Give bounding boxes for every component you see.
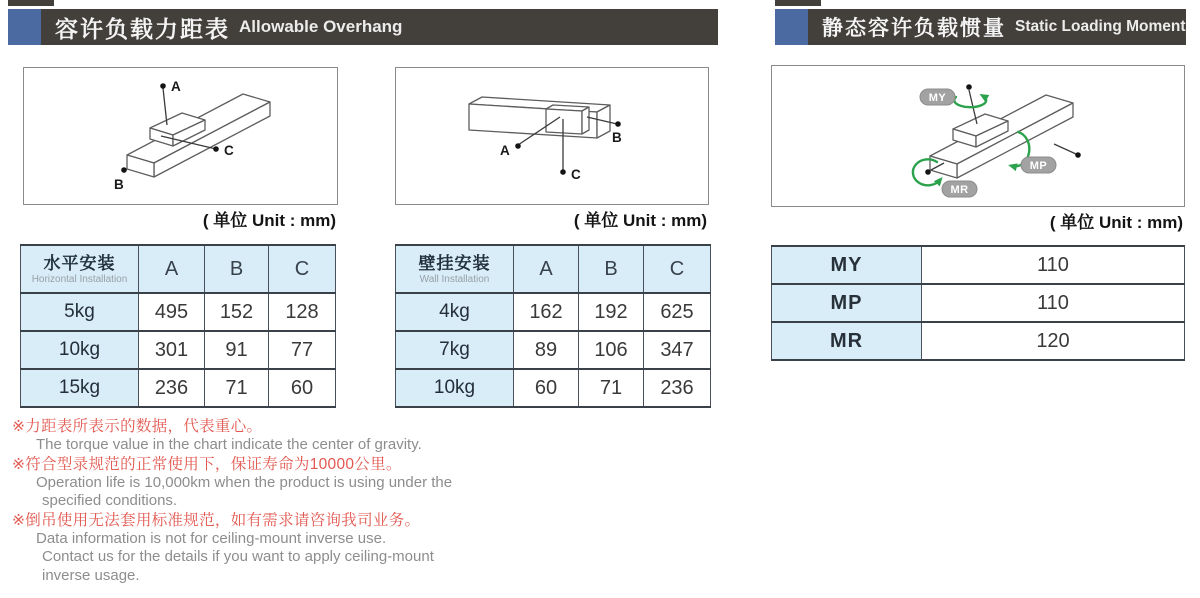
section-title-zh: 静态容许负载惯量 — [822, 17, 1006, 40]
column-header-a: A — [139, 245, 205, 293]
my-badge-label: MY — [928, 92, 947, 104]
moment-label: MY — [772, 246, 922, 284]
diagram-horizontal-installation — [23, 67, 338, 205]
column-header-b: B — [579, 245, 644, 293]
value-cell: 152 — [205, 293, 269, 331]
table-row — [21, 369, 336, 407]
table-row — [772, 284, 1185, 322]
moment-label: MR — [772, 322, 922, 360]
axis-line-mp — [1054, 144, 1076, 154]
accent-square-icon — [8, 9, 41, 45]
install-type-zh: 水平安装 — [43, 254, 116, 273]
axis-dot-mp — [1075, 152, 1081, 158]
horizontal-installation-table — [20, 244, 336, 408]
value-cell: 60 — [514, 369, 579, 407]
row-label: 10kg — [396, 369, 514, 407]
static-moment-table — [771, 245, 1185, 361]
table-corner-cell — [396, 245, 514, 293]
value-cell: 91 — [205, 331, 269, 369]
table-corner-cell — [21, 245, 139, 293]
point-a-marker — [515, 143, 521, 149]
point-a-marker — [160, 83, 166, 89]
value-cell: 236 — [139, 369, 205, 407]
footnote-en: Operation life is 10,000km when the product is using under the — [36, 473, 453, 491]
section-header-allowable-overhang — [8, 9, 718, 45]
value-cell: 495 — [139, 293, 205, 331]
value-cell: 77 — [269, 331, 336, 369]
point-b-marker — [121, 167, 127, 173]
value-cell: 625 — [644, 293, 711, 331]
install-type-en: Wall Installation — [419, 274, 490, 285]
my-badge — [920, 89, 955, 105]
mp-badge-label: MP — [1029, 160, 1048, 172]
point-b-label: B — [612, 130, 622, 145]
table-row — [772, 322, 1185, 360]
column-header-a: A — [514, 245, 579, 293]
value-cell: 71 — [579, 369, 644, 407]
mr-badge — [942, 181, 977, 197]
leader-line-a — [163, 88, 167, 125]
table-row — [21, 293, 336, 331]
footnotes — [12, 417, 492, 586]
footnote-en-cont: specified conditions. — [42, 492, 178, 510]
footnote-zh: ※力距表所表示的数据，代表重心。 — [12, 418, 263, 435]
row-label: 7kg — [396, 331, 514, 369]
point-c-label: C — [571, 167, 581, 182]
moment-value: 110 — [922, 284, 1185, 322]
rail-body — [127, 94, 270, 177]
footnote-en: Data information is not for ceiling-mount inverse use. — [36, 529, 387, 547]
diagram-static-moment — [771, 65, 1185, 207]
value-cell: 301 — [139, 331, 205, 369]
footnote-zh: ※倒吊使用无法套用标准规范，如有需求请咨询我司业务。 — [12, 511, 421, 529]
rail-illustration-wall — [396, 68, 708, 204]
diagram-wall-installation — [395, 67, 709, 205]
unit-label: ( 单位 Unit : mm) — [1049, 213, 1183, 232]
accent-square-icon — [775, 9, 808, 45]
point-b-marker — [615, 121, 621, 127]
footnote-en-cont: Contact us for the details if you want to apply ceiling-mount — [42, 548, 434, 566]
point-a-label: A — [500, 143, 510, 158]
point-a-label: A — [171, 79, 181, 94]
mp-badge — [1021, 157, 1056, 173]
table-row — [396, 293, 711, 331]
value-cell: 162 — [514, 293, 579, 331]
moment-value: 110 — [922, 246, 1185, 284]
column-header-b: B — [205, 245, 269, 293]
point-c-marker — [213, 146, 219, 152]
value-cell: 236 — [644, 369, 711, 407]
table-row — [772, 246, 1185, 284]
value-cell: 128 — [269, 293, 336, 331]
table-row — [21, 331, 336, 369]
footnote-zh: ※符合型录规范的正常使用下，保证寿命为10000公里。 — [12, 455, 402, 473]
section-title-en: Static Loading Moment — [1015, 18, 1186, 35]
section-header-static-loading-moment — [775, 9, 1186, 45]
value-cell: 60 — [269, 369, 336, 407]
install-type-zh: 壁挂安装 — [418, 254, 491, 273]
footnote-en-cont: inverse usage. — [42, 566, 140, 584]
header-tab-left — [8, 0, 54, 6]
value-cell: 89 — [514, 331, 579, 369]
point-c-marker — [560, 169, 566, 175]
axis-dot-my — [966, 84, 972, 90]
column-header-c: C — [644, 245, 711, 293]
header-tab-right — [775, 0, 821, 6]
rail-illustration-horizontal — [24, 68, 337, 204]
moment-label: MP — [772, 284, 922, 322]
axis-dot-mr — [925, 169, 931, 175]
moment-value: 120 — [922, 322, 1185, 360]
point-c-label: C — [224, 143, 234, 158]
table-header-row — [396, 245, 711, 293]
table-row — [396, 331, 711, 369]
row-label: 4kg — [396, 293, 514, 331]
row-label: 15kg — [21, 369, 139, 407]
value-cell: 106 — [579, 331, 644, 369]
table-row — [396, 369, 711, 407]
table-header-row — [21, 245, 336, 293]
mr-badge-label: MR — [950, 184, 969, 196]
value-cell: 192 — [579, 293, 644, 331]
row-label: 5kg — [21, 293, 139, 331]
point-b-label: B — [114, 177, 124, 192]
row-label: 10kg — [21, 331, 139, 369]
value-cell: 347 — [644, 331, 711, 369]
wall-installation-table — [395, 244, 711, 408]
section-title-en: Allowable Overhang — [239, 17, 403, 36]
value-cell: 71 — [205, 369, 269, 407]
unit-label: ( 单位 Unit : mm) — [202, 211, 336, 230]
footnote-en: The torque value in the chart indicate the center of gravity. — [36, 436, 422, 453]
section-title-zh: 容许负载力距表 — [55, 15, 230, 42]
rail-illustration-moment — [772, 66, 1184, 206]
unit-label: ( 单位 Unit : mm) — [573, 211, 707, 230]
install-type-en: Horizontal Installation — [31, 274, 128, 285]
column-header-c: C — [269, 245, 336, 293]
